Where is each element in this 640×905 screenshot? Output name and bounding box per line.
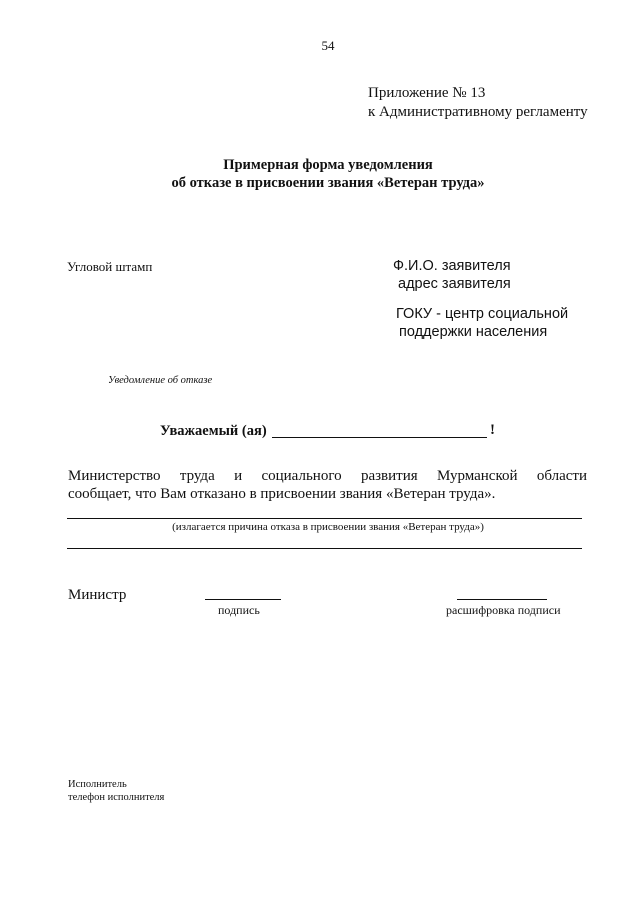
body-text-line1: Министерство труда и социального развития Мурманской области	[68, 468, 587, 484]
signature-decode-blank	[457, 599, 547, 600]
page-number: 54	[321, 38, 335, 53]
signatory-position: Министр	[68, 587, 127, 603]
executor-label: Исполнитель	[68, 779, 127, 790]
signature-blank	[205, 599, 281, 600]
executor-phone-label: телефон исполнителя	[68, 792, 165, 803]
applicant-address: адрес заявителя	[398, 276, 511, 292]
form-title-line2: об отказе в присвоении звания «Ветеран труда»	[171, 175, 485, 191]
applicant-name: Ф.И.О. заявителя	[393, 258, 511, 274]
form-title-line1: Примерная форма уведомления	[223, 157, 433, 173]
greeting-exclamation: !	[490, 422, 495, 438]
greeting-label: Уважаемый (ая)	[160, 423, 267, 439]
greeting-name-blank	[272, 437, 487, 438]
reason-blank-line2	[67, 548, 582, 549]
social-support-center-line1: ГОКУ - центр социальной	[396, 306, 569, 322]
appendix-title: Приложение № 13	[368, 85, 486, 101]
reason-caption: (излагается причина отказа в присвоении звания «Ветеран труда»)	[172, 521, 484, 533]
reason-blank-line1	[67, 518, 582, 519]
signature-caption: подпись	[218, 603, 260, 617]
social-support-center-line2: поддержки населения	[399, 324, 548, 340]
form-title	[0, 156, 640, 192]
body-text-line2: сообщает, что Вам отказано в присвоении звания «Ветеран труда».	[68, 486, 496, 502]
corner-stamp-label: Угловой штамп	[67, 259, 153, 274]
appendix-reference: к Административному регламенту	[368, 104, 588, 120]
signature-decode-caption: расшифровка подписи	[446, 603, 561, 617]
refusal-notice-caption: Уведомление об отказе	[108, 375, 213, 386]
